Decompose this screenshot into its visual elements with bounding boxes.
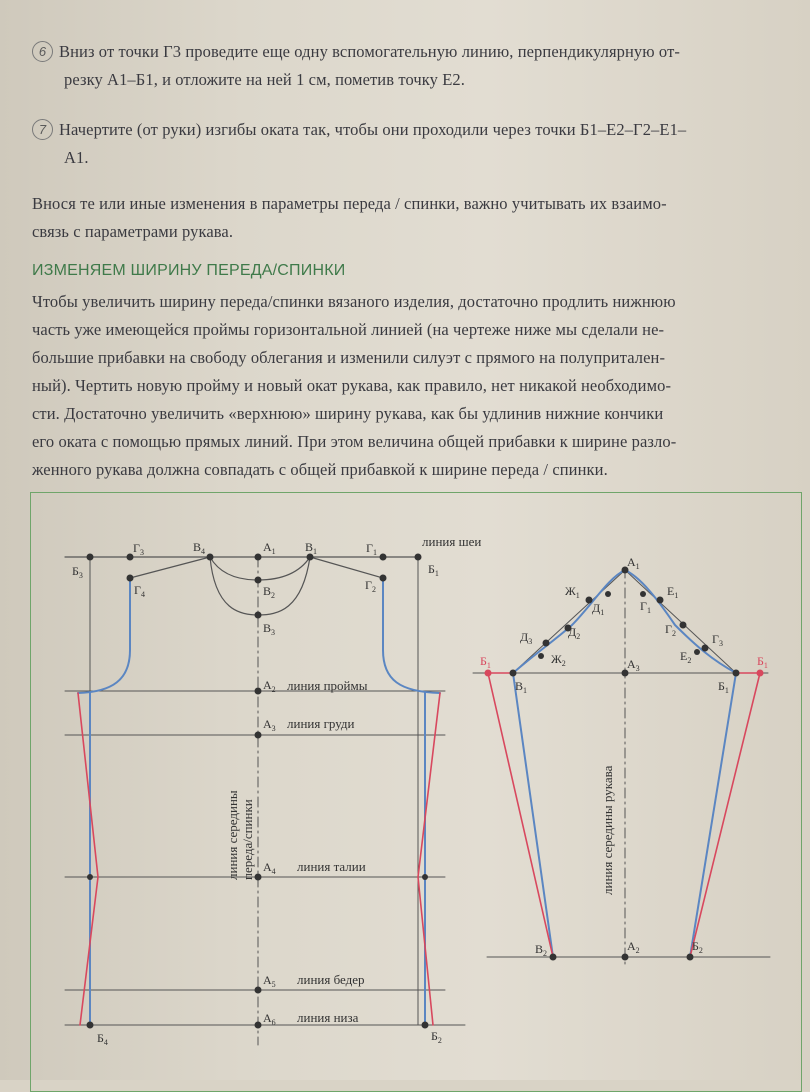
waist-line-label: линия талии: [297, 859, 366, 874]
sleeve-label-G3: $Г_3$: [712, 632, 723, 648]
sleeve-label-E1: $Е_1$: [667, 584, 679, 600]
sleeve-label-A3: $А_3$: [627, 657, 640, 673]
bodice-draft: [65, 534, 481, 1047]
hem-line-label: линия низа: [297, 1010, 359, 1025]
label-A4: $А_4$: [263, 860, 276, 876]
sleeve-label-D3: $Д_3$: [520, 630, 533, 646]
label-A5: $А_5$: [263, 973, 276, 989]
label-A3: $А_3$: [263, 717, 276, 733]
label-B2: $Б_2$: [431, 1029, 442, 1045]
left-side-red: [78, 693, 98, 1025]
neck-line-label: линия шеи: [422, 534, 482, 549]
sleeve-draft: [473, 555, 770, 965]
label-B4: $Б_4$: [97, 1031, 108, 1047]
label-A2: $А_2$: [263, 678, 276, 694]
chest-line-label: линия груди: [287, 716, 355, 731]
label-A6: $А_6$: [263, 1011, 276, 1027]
step-number-7: 7: [32, 119, 53, 140]
section-line-5: сти. Достаточно увеличить «верхнюю» ширину рукава, как бы удлинив нижние кончики: [32, 404, 664, 423]
sleeve-label-B2: $Б_2$: [692, 939, 703, 955]
label-B1: $Б_1$: [428, 562, 439, 578]
label-B3: $Б_3$: [72, 564, 83, 580]
step-6-line-2: резку А1–Б1, и отложите на ней 1 см, пометив точку Е2.: [64, 70, 465, 89]
note-line-1: Внося те или иные изменения в параметры переда / спинки, важно учитывать их взаимо-: [32, 194, 667, 213]
step-number-6: 6: [32, 41, 53, 62]
step-7-line-2: А1.: [64, 148, 89, 167]
sleeve-label-A2: $А_2$: [627, 939, 640, 955]
label-V1: $В_1$: [305, 540, 318, 556]
note-line-2: связь с параметрами рукава.: [32, 222, 234, 241]
sleeve-label-G2: $Г_2$: [665, 622, 676, 638]
left-shoulder: [130, 557, 210, 578]
sleeve-right-blue: [690, 673, 736, 957]
sleeve-right-red: [690, 673, 760, 957]
label-G1: $Г_1$: [366, 541, 377, 557]
sleeve-left-red: [488, 673, 553, 957]
label-G4: $Г_4$: [134, 583, 145, 599]
label-V3: $В_3$: [263, 621, 276, 637]
section-line-1: Чтобы увеличить ширину переда/спинки вязаного изделия, достаточно продлить нижнюю: [32, 292, 676, 311]
sleeve-label-Zh1: $Ж_1$: [565, 584, 580, 600]
sleeve-label-D2: $Д_2$: [568, 625, 581, 641]
left-armhole: [78, 578, 130, 693]
sleeve-label-B1-right: $Б_1$: [757, 654, 768, 670]
sleeve-label-D1: $Д_1$: [592, 601, 605, 617]
sleeve-center-label: линия середины рукава: [600, 765, 615, 895]
sleeve-label-V1-left: $В_1$: [515, 679, 528, 695]
sleeve-label-A1: $А_1$: [627, 555, 640, 571]
step-7-line-1: Начертите (от руки) изгибы оката так, чтобы они проходили через точки Б1–Е2–Г2–Е1–: [59, 120, 687, 139]
sleeve-label-B1-left: $Б_1$: [480, 654, 491, 670]
section-line-3: большие прибавки на свободу облегания и изменили силуэт с прямого на полупритален-: [32, 348, 666, 367]
label-A1: $А_1$: [263, 540, 276, 556]
section-line-7: женного рукава должна совпадать с общей прибавкой к ширине переда / спинки.: [32, 460, 608, 479]
center-label-2: переда/спинки: [240, 799, 255, 880]
sleeve-label-G1: $Г_1$: [640, 599, 651, 615]
section-line-6: его оката с помощью прямых линий. При этом величина общей прибавки к ширине разло-: [32, 432, 677, 451]
section-heading: ИЗМЕНЯЕМ ШИРИНУ ПЕРЕДА/СПИНКИ: [32, 262, 346, 279]
sleeve-label-Zh2: $Ж_2$: [551, 652, 566, 668]
front-neck-curve: [210, 557, 310, 615]
label-V4: $В_4$: [193, 540, 206, 556]
label-G3: $Г_3$: [133, 541, 144, 557]
right-shoulder: [310, 557, 383, 578]
hips-line-label: линия бедер: [297, 972, 365, 987]
sleeve-label-B1-right-inner: $Б_1$: [718, 679, 729, 695]
right-armhole: [383, 578, 440, 693]
label-V2: $В_2$: [263, 584, 276, 600]
right-side-red: [418, 693, 440, 1025]
section-line-4: ный). Чертить новую пройму и новый окат рукава, как правило, нет никакой необходимо-: [32, 376, 672, 395]
armhole-line-label: линия проймы: [287, 678, 368, 693]
center-label-1: линия середины: [225, 790, 240, 880]
sleeve-label-V2: $В_2$: [535, 942, 548, 958]
step-6-line-1: Вниз от точки Г3 проведите еще одну вспомогательную линию, перпендикулярную от-: [59, 42, 680, 61]
label-G2: $Г_2$: [365, 578, 376, 594]
back-neck-curve: [210, 557, 310, 580]
sleeve-label-E2: $Е_2$: [680, 649, 692, 665]
sleeve-left-blue: [513, 673, 553, 957]
section-line-2: часть уже имеющейся проймы горизонтальной линией (на чертеже ниже мы сделали не-: [32, 320, 665, 339]
